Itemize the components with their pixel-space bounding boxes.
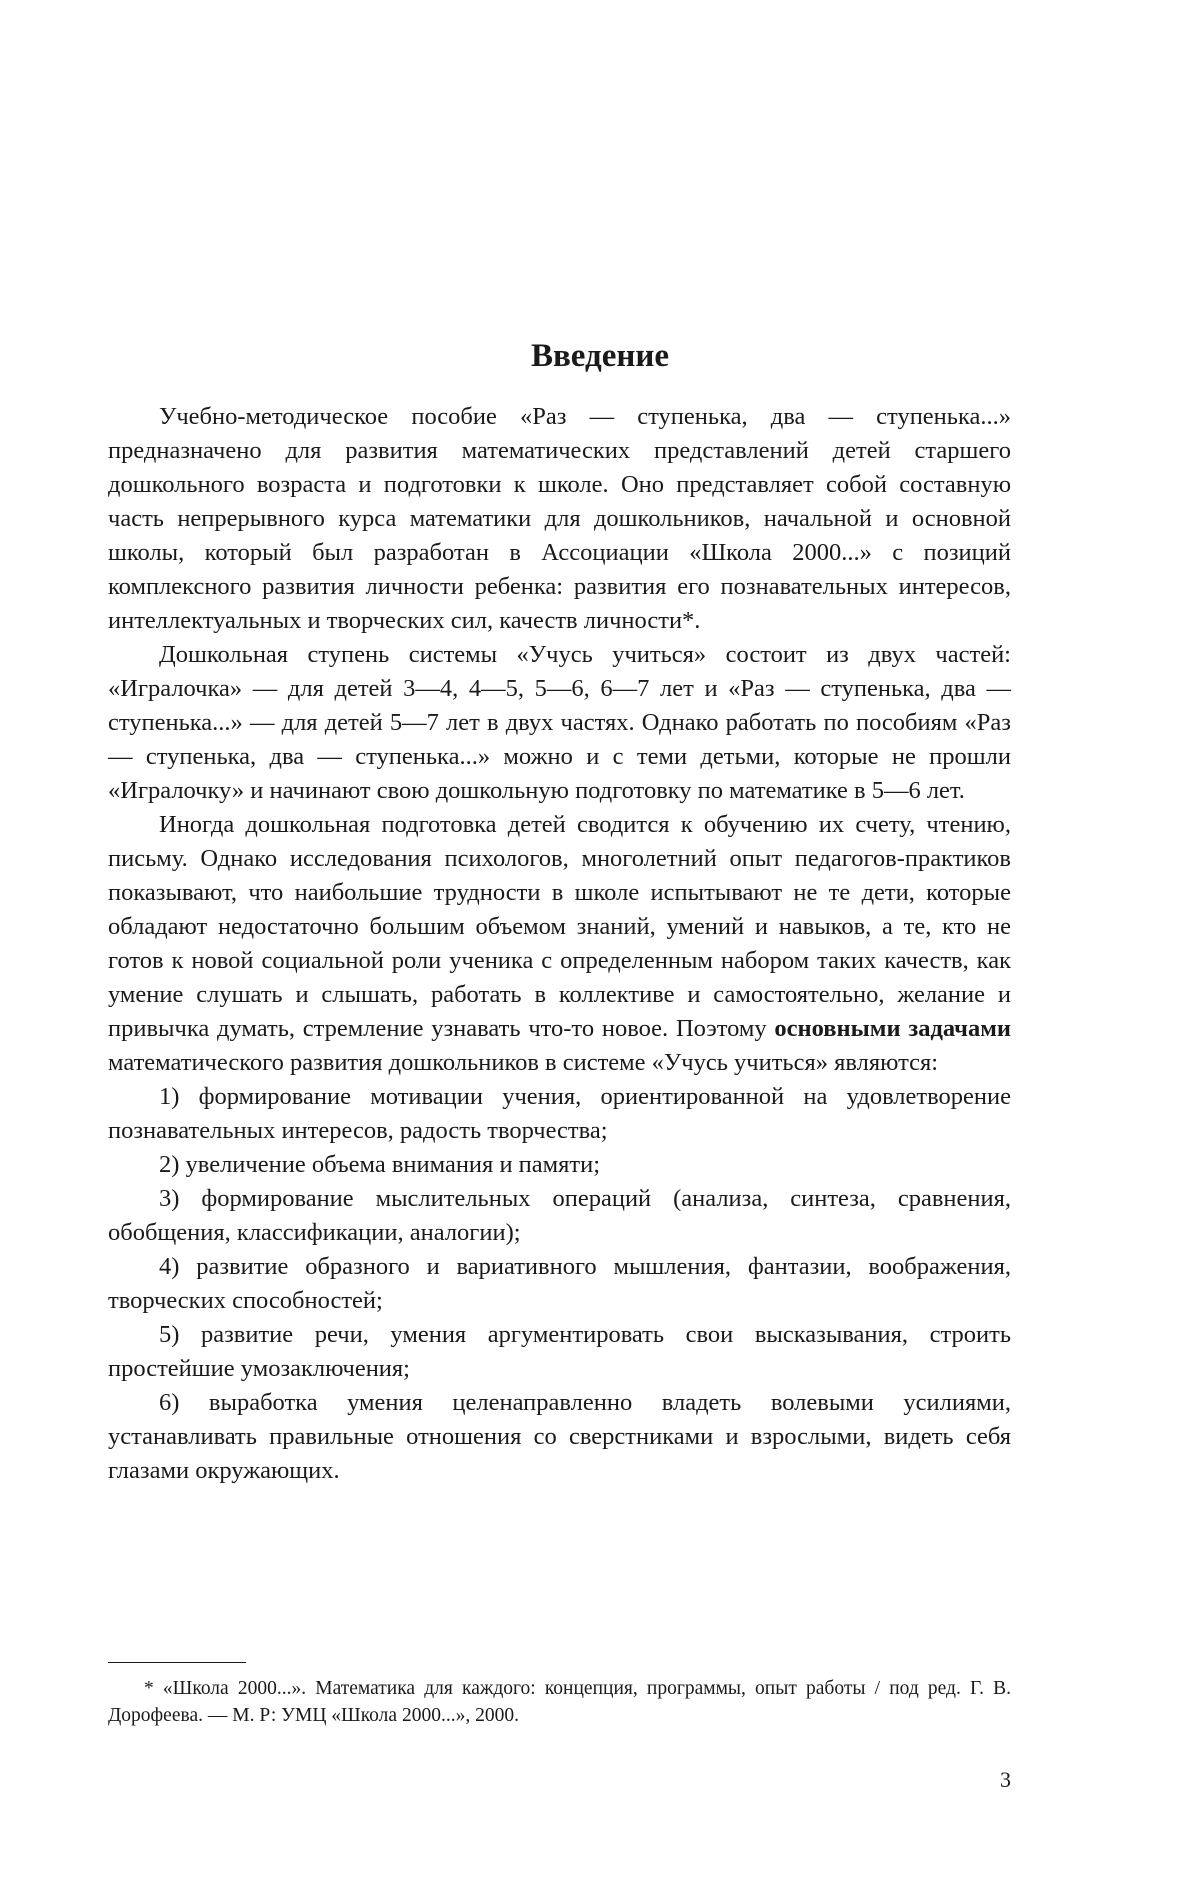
- list-item: 2) увеличение объема внимания и памяти;: [159, 1151, 601, 1178]
- paragraph-main-tasks: [108, 808, 1011, 1080]
- paragraph-preschool-stage: Дошкольная ступень системы «Учусь учиться» состоит из двух частей: «Игралочка» — для детей 3—4, 4—5, 5—6, 6—7 лет и «Раз — ступенька, два — ступенька...» — для детей 5—7 лет в двух частях. Однако работать по пособиям «Раз — ступенька, два — ступенька...» можно и с теми детьми, которые не прошли «Игралочку» и начинают свою дошкольную подготовку по математике в 5—6 лет.: [108, 641, 1011, 804]
- emphasis-main-tasks: основными задачами: [774, 1015, 1011, 1042]
- list-item: 1) формирование мотивации учения, ориентированной на удовлетворение познавательных интересов, радость творчества;: [108, 1083, 1011, 1144]
- paragraph-intro: Учебно-методическое пособие «Раз — ступенька, два — ступенька...» предназначено для развития математических представлений детей старшего дошкольного возраста и подготовки к школе. Оно представляет собой составную часть непрерывного курса математики для дошкольников, начальной и основной школы, который был разработан в Ассоциации «Школа 2000...» с позиций комплексного развития личности ребенка: развития его познавательных интересов, интеллектуальных и творческих сил, качеств личности*.: [108, 403, 1011, 634]
- list-item: 3) формирование мыслительных операций (анализа, синтеза, сравнения, обобщения, классификации, аналогии);: [108, 1185, 1011, 1246]
- page-title: Введение: [530, 338, 670, 374]
- paragraph-main-tasks-tail: математического развития дошкольников в системе «Учусь учиться» являются:: [108, 1049, 939, 1076]
- list-item: 5) развитие речи, умения аргументировать свои высказывания, строить простейшие умозаключения;: [108, 1321, 1011, 1382]
- paragraph-main-tasks-text: Иногда дошкольная подготовка детей сводится к обучению их счету, чтению, письму. Однако исследования психологов, многолетний опыт педагогов-практиков показывают, что наибольшие трудности в школе испытывают не те дети, которые обладают недостаточно большим объемом знаний, умений и навыков, а те, кто не готов к новой социальной роли ученика с определенным набором таких качеств, как умение слушать и слышать, работать в коллективе и самостоятельно, желание и привычка думать, стремление узнавать что-то новое. Поэтому: [108, 811, 1011, 1042]
- footnote-divider: [108, 1662, 246, 1663]
- page-number: 3: [1000, 1767, 1011, 1792]
- footnote: * «Школа 2000...». Математика для каждого: концепция, программы, опыт работы / под ред. Г. В. Дорофеева. — М. Р: УМЦ «Школа 2000...», 2000.: [108, 1678, 1011, 1726]
- list-item: 6) выработка умения целенаправленно владеть волевыми усилиями, устанавливать правильные отношения со сверстниками и взрослыми, видеть себя глазами окружающих.: [108, 1389, 1011, 1484]
- body-text: [108, 400, 1011, 1488]
- list-item: 4) развитие образного и вариативного мышления, фантазии, воображения, творческих способностей;: [108, 1253, 1011, 1314]
